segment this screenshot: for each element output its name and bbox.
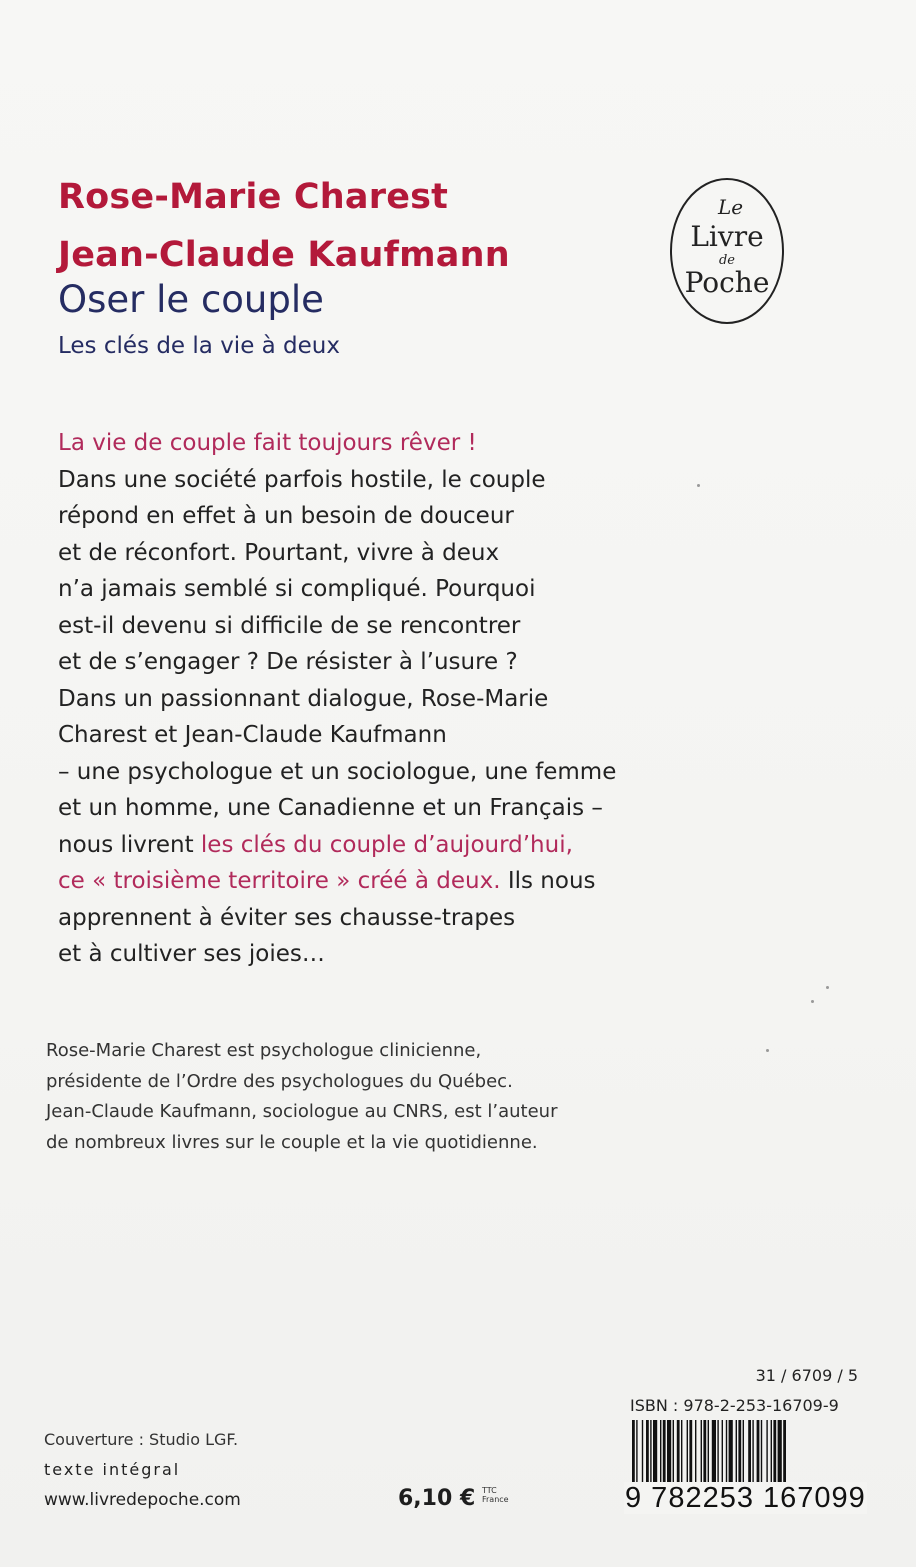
author-bio bbox=[46, 1036, 686, 1158]
blurb bbox=[58, 425, 658, 973]
blurb-line bbox=[58, 863, 658, 900]
barcode-number: 9 782253 167099 bbox=[625, 1482, 866, 1514]
edition-note: texte intégral bbox=[44, 1460, 181, 1479]
logo-word: Livre bbox=[690, 220, 764, 253]
book-title: Oser le couple bbox=[58, 278, 324, 321]
author-name: Jean-Claude Kaufmann bbox=[58, 235, 510, 275]
speck bbox=[811, 1000, 814, 1003]
blurb-line bbox=[58, 827, 658, 864]
cover-credit: Couverture : Studio LGF. bbox=[44, 1430, 239, 1449]
authors bbox=[58, 168, 510, 284]
blurb-lead: La vie de couple fait toujours rêver ! bbox=[58, 430, 477, 456]
blurb-highlight: ce « troisième territoire » créé à deux. bbox=[58, 868, 501, 894]
bio-line: Rose-Marie Charest est psychologue clinicienne, bbox=[46, 1040, 482, 1061]
blurb-line: Dans une société parfois hostile, le couple bbox=[58, 466, 546, 493]
speck bbox=[766, 1049, 769, 1052]
blurb-line: – une psychologue et un sociologue, une femme bbox=[58, 758, 617, 785]
publisher-logo bbox=[668, 176, 786, 326]
logo-word: de bbox=[718, 253, 736, 268]
blurb-line: Charest et Jean-Claude Kaufmann bbox=[58, 722, 447, 748]
catalog-code: 31 / 6709 / 5 bbox=[755, 1366, 858, 1385]
speck bbox=[826, 986, 829, 989]
blurb-text: nous livrent bbox=[58, 831, 201, 858]
website: www.livredepoche.com bbox=[44, 1490, 241, 1510]
bio-line: de nombreux livres sur le couple et la vie quotidienne. bbox=[46, 1131, 538, 1153]
logo-word: Le bbox=[718, 195, 744, 219]
blurb-highlight: les clés du couple d’aujourd’hui, bbox=[200, 831, 573, 858]
blurb-line: Dans un passionnant dialogue, Rose-Marie bbox=[58, 685, 549, 712]
bio-line: Jean-Claude Kaufmann, sociologue au CNRS, est l’auteur bbox=[46, 1101, 558, 1122]
blurb-line: et de réconfort. Pourtant, vivre à deux bbox=[58, 539, 500, 566]
blurb-line: et un homme, une Canadienne et un Français – bbox=[58, 795, 603, 821]
blurb-line: n’a jamais semblé si compliqué. Pourquoi bbox=[58, 576, 536, 602]
bio-line: présidente de l’Ordre des psychologues du Québec. bbox=[46, 1070, 513, 1092]
blurb-line: apprennent à éviter ses chausse-trapes bbox=[58, 904, 516, 931]
blurb-line: et à cultiver ses joies… bbox=[58, 941, 325, 967]
isbn: ISBN : 978-2-253-16709-9 bbox=[630, 1396, 839, 1415]
author-name: Rose-Marie Charest bbox=[58, 177, 449, 217]
blurb-line: et de s’engager ? De résister à l’usure ? bbox=[58, 649, 518, 675]
blurb-line: répond en effet à un besoin de douceur bbox=[58, 503, 514, 529]
price-note-line: TTC bbox=[482, 1486, 497, 1495]
price-note bbox=[482, 1486, 522, 1504]
barcode-digits bbox=[624, 1482, 864, 1515]
blurb-text: Ils nous bbox=[500, 868, 596, 894]
price: 6,10 € bbox=[398, 1486, 476, 1511]
book-subtitle: Les clés de la vie à deux bbox=[58, 333, 340, 359]
logo-word: Poche bbox=[684, 266, 770, 299]
price-note-line: France bbox=[482, 1495, 509, 1504]
speck bbox=[697, 484, 700, 487]
blurb-line: est-il devenu si difficile de se rencontrer bbox=[58, 612, 521, 639]
